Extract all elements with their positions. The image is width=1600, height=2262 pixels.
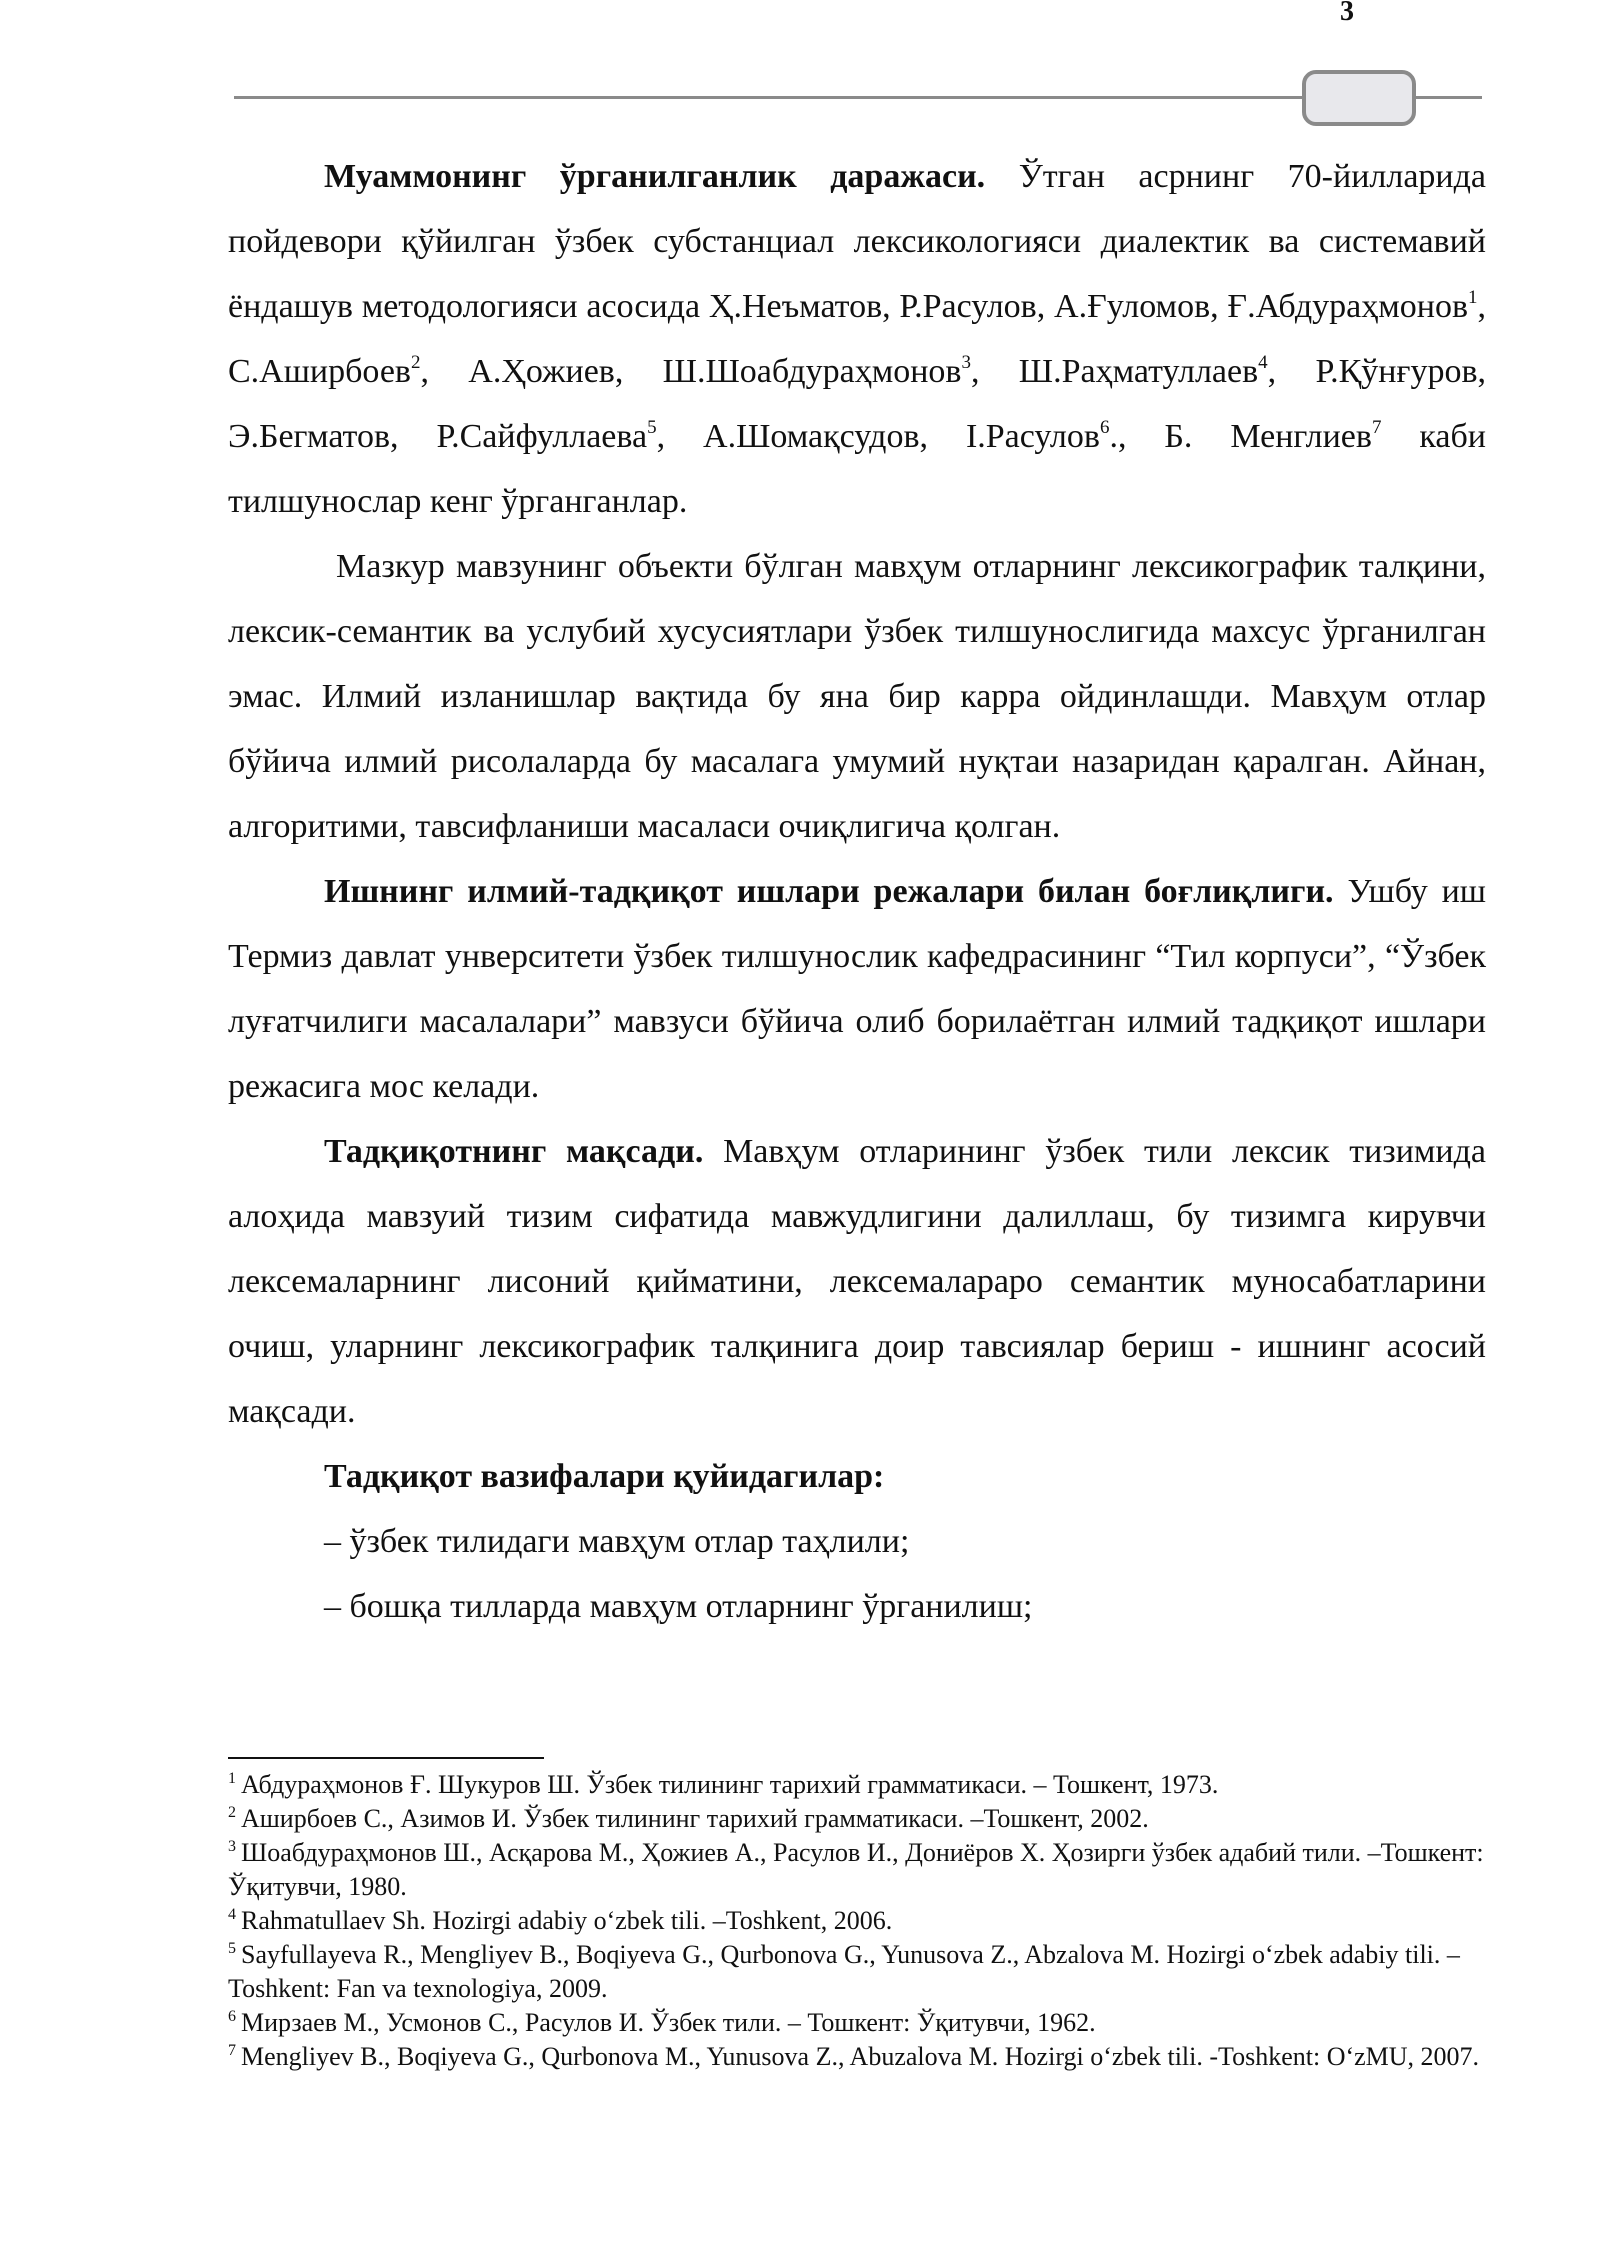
tasks-heading: Тадқиқот вазифалари қуйидагилар: xyxy=(324,1458,885,1495)
footnote-ref-5: 5 xyxy=(647,417,657,438)
heading-study-degree: Муаммонинг ўрганилганлик даражаси. xyxy=(324,158,986,195)
footnote-item: $^3$ Шоабдураҳмонов Ш., Асқарова М., Ҳожиев А., Расулов И., Дониёров Х. Ҳозирги ўзбек адабий тили. –Тошкент: Ўқитувчи, 1980. xyxy=(228,1838,1484,1901)
footnote-ref-3: 3 xyxy=(961,352,971,373)
document-body xyxy=(228,144,1486,1639)
footnote-item: $^1$ Абдураҳмонов Ғ. Шукуров Ш. Ўзбек тилининг тарихий грамматикаси. – Тошкент, 1973. xyxy=(228,1770,1219,1799)
footnote-item: $^4$ Rahmatullaev Sh. Hozirgi adabiy oʻzbek tili. –Toshkent, 2006. xyxy=(228,1906,893,1935)
paragraph-study-degree: Муаммонинг ўрганилганлик даражаси. Ўтган асрнинг 70-йилларида пойдевори қўйилган ўзбек субстанциал лексикологияси диалектик ва системавий ёндашув методологияси асосида Ҳ.Неъматов, Р.Расулов, А.Ғуломов, Ғ.Абдураҳмонов$^1$, С.Аширбоев$^2$, А.Ҳожиев, Ш.Шоабдураҳмонов$^3$, Ш.Раҳматуллаев$^4$, Р.Қўнғуров, Э.Бегматов, Р.Сайфуллаева$^5$, А.Шомақсудов, I.Расулов$^6$., Б. Менглиев$^7$ каби тилшунослар кенг ўрганганлар. xyxy=(228,158,1486,520)
footnote-ref-4: 4 xyxy=(1258,352,1268,373)
footnote-item: $^5$ Sayfullayeva R., Mengliyev B., Boqiyeva G., Qurbonova G., Yunusova Z., Abzalova M. Hozirgi oʻzbek adabiy tili. –Toshkent: Fan va texnologiya, 2009. xyxy=(228,1940,1460,2003)
header-decoration-box xyxy=(1302,70,1416,126)
footnote-ref-1: 1 xyxy=(1468,287,1478,308)
footnote-item: $^6$ Мирзаев М., Усмонов С., Расулов И. Ўзбек тили. – Тошкент: Ўқитувчи, 1962. xyxy=(228,2008,1096,2037)
header-rule xyxy=(234,96,1482,99)
task-item: – ўзбек тилидаги мавҳум отлар таҳлили; xyxy=(324,1523,910,1560)
task-item: – бошқа тилларда мавҳум отларнинг ўрганилиш; xyxy=(324,1588,1033,1625)
paragraph-object: Мазкур мавзунинг объекти бўлган мавҳум отларнинг лексикографик талқини, лексик-семантик ва услубий хусусиятлари ўзбек тилшунослигида махсус ўрганилган эмас. Илмий изланишлар вақтида бу яна бир карра ойдинлашди. Мавҳум отлар бўйича илмий рисолаларда бу масалага умумий нуқтаи назаридан қаралган. Айнан, алгоритими, тавсифланиши масаласи очиқлигича қолган. xyxy=(228,548,1486,845)
footnote-ref-2: 2 xyxy=(410,352,421,373)
paragraph-research-plans: Ишнинг илмий-тадқиқот ишлари режалари билан боғлиқлиги. Ушбу иш Термиз давлат унверситети ўзбек тилшунослик кафедрасининг “Тил корпуси”, “Ўзбек луғатчилиги масалалари” мавзуси бўйича олиб борилаётган илмий тадқиқот ишлари режасига мос келади. xyxy=(228,873,1486,1105)
heading-goal: Тадқиқотнинг мақсади. xyxy=(324,1133,704,1170)
paragraph-goal: Тадқиқотнинг мақсади. Мавҳум отларининг ўзбек тили лексик тизимида алоҳида мавзуий тизим сифатида мавжудлигини далиллаш, бу тизимга кирувчи лексемаларнинг лисоний қийматини, лексемалараро семантик муносабатларини очиш, уларнинг лексикографик талқинига доир тавсиялар бериш - ишнинг асосий мақсади. xyxy=(228,1133,1486,1430)
footnote-ref-7: 7 xyxy=(1371,417,1382,438)
footnote-item: $^7$ Mengliyev B., Boqiyeva G., Qurbonova M., Yunusova Z., Abuzalova M. Hozirgi oʻzbek tili. -Toshkent: OʻzMU, 2007. xyxy=(228,2042,1480,2071)
heading-research-plans: Ишнинг илмий-тадқиқот ишлари режалари билан боғлиқлиги. xyxy=(324,873,1334,910)
footnotes xyxy=(228,1768,1486,2074)
footnote-ref-6: 6 xyxy=(1099,417,1110,438)
page-number: 3 xyxy=(1340,0,1354,27)
footnote-item: $^2$ Аширбоев С., Азимов И. Ўзбек тилининг тарихий грамматикаси. –Тошкент, 2002. xyxy=(228,1804,1149,1833)
footnote-separator xyxy=(228,1757,544,1759)
